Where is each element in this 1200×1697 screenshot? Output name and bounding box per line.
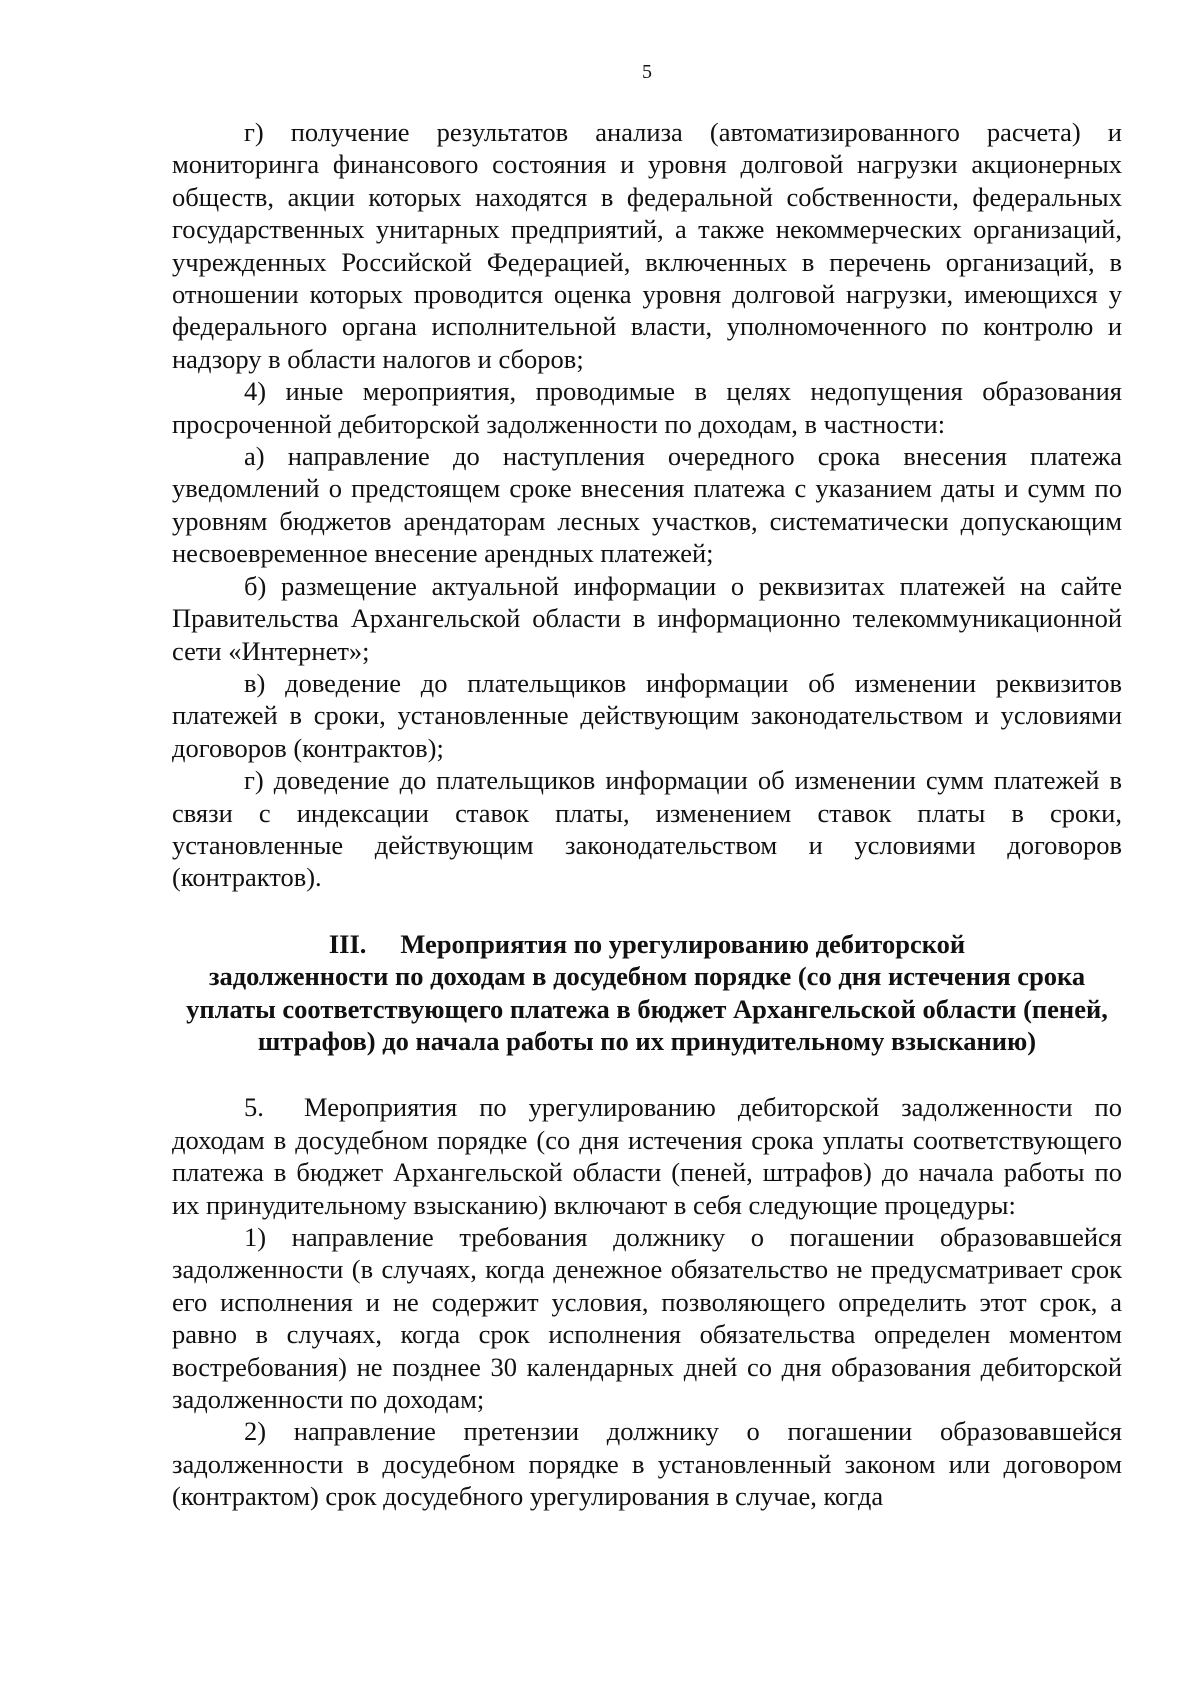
paragraph-item-1: 1) направление требования должнику о погашении образовавшейся задолженности (в случаях, когда денежное обязательство не предусматривает срок его исполнения и не содержит условия, позволяющего определить этот срок, а равно в случаях, когда срок исполнения обязательства определен моментом востребования) не позднее 30 календарных дней со дня образования дебиторской задолженности по доходам;	[172, 1222, 1122, 1415]
top-paragraphs	[172, 116, 1122, 894]
paragraph-v-requisites: в) доведение до плательщиков информации об изменении реквизитов платежей в сроки, установленные действующим законодательством и условиями договоров (контрактов);	[172, 667, 1122, 763]
paragraph-b-website: б) размещение актуальной информации о реквизитах платежей на сайте Правительства Архангельской области в информационно телекоммуникационной сети «Интернет»;	[172, 570, 1122, 666]
paragraph-5	[172, 1091, 1122, 1221]
section-title-rest: задолженности по доходам в досудебном порядке (со дня истечения срока уплаты соответствующего платежа в бюджет Архангельской области (пеней, штрафов) до начала работы по их принудительному взысканию)	[186, 961, 1108, 1056]
paragraph-5-text: Мероприятия по урегулированию дебиторской задолженности по доходам в досудебном порядке (со дня истечения срока уплаты соответствующего платежа в бюджет Архангельской области (пеней, штрафов) до начала работы по их принудительному взысканию) включают в себя следующие процедуры:	[172, 1092, 1122, 1220]
paragraph-5-number: 5.	[244, 1092, 264, 1123]
document-page	[172, 60, 1122, 1513]
paragraph-a-notices: а) направление до наступления очередного срока внесения платежа уведомлений о предстоящем сроке внесения платежа с указанием даты и сумм по уровням бюджетов арендаторам лесных участков, систематически допускающим несвоевременное внесение арендных платежей;	[172, 441, 1122, 569]
paragraph-4-other-measures: 4) иные мероприятия, проводимые в целях недопущения образования просроченной дебиторской задолженности по доходам, в частности:	[172, 376, 1122, 439]
page-number: 5	[642, 61, 652, 83]
bottom-paragraphs	[172, 1091, 1122, 1512]
section-heading-first-line	[172, 928, 1122, 960]
paragraph-g-analysis: г) получение результатов анализа (автоматизированного расчета) и мониторинга финансового состояния и уровня долговой нагрузки акционерных обществ, акции которых находятся в федеральной собственности, федеральных государственных унитарных предприятий, а также некоммерческих организаций, учрежденных Российской Федерацией, включенных в перечень организаций, в отношении которых проводится оценка уровня долговой нагрузки, имеющихся у федерального органа исполнительной власти, уполномоченного по контролю и надзору в области налогов и сборов;	[172, 117, 1122, 374]
section-heading	[172, 928, 1122, 1058]
paragraph-item-2: 2) направление претензии должнику о погашении образовавшейся задолженности в досудебном порядке в установленный законом или договором (контрактом) срок досудебного урегулирования в случае, когда	[172, 1416, 1122, 1512]
section-roman-numeral: III.	[328, 928, 367, 959]
paragraph-g-indexation: г) доведение до плательщиков информации об изменении сумм платежей в связи с индексации ставок платы, изменением ставок платы в сроки, установленные действующим законодательством и условиями договоров (контрактов).	[172, 765, 1122, 893]
section-title-line1: Мероприятия по урегулированию дебиторской	[400, 928, 966, 959]
